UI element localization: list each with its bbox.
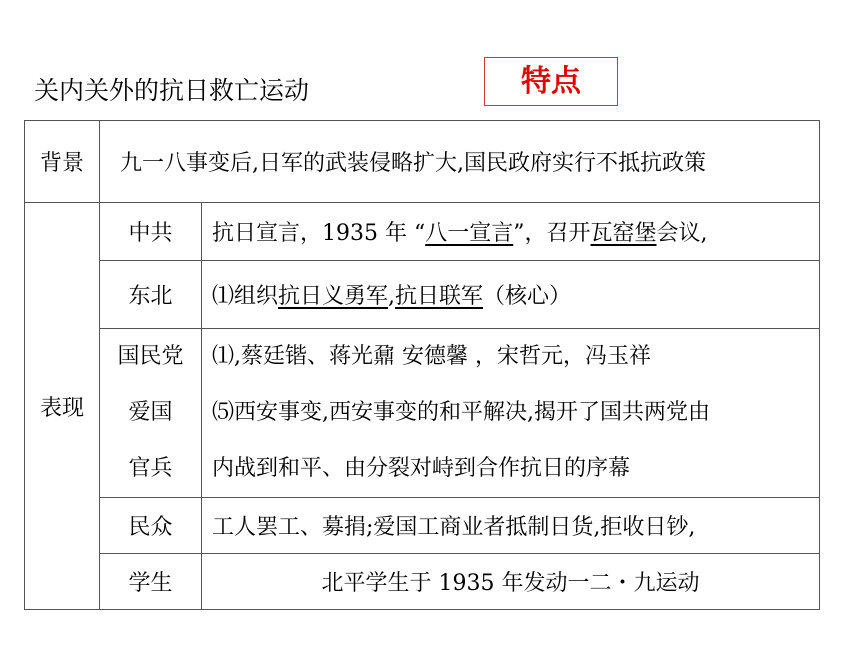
- underlined-term: 抗日联军: [395, 284, 484, 309]
- table-row-background: [25, 121, 820, 203]
- label-line: 官兵: [128, 456, 173, 481]
- page-title: 关内关外的抗日救亡运动: [34, 76, 310, 105]
- background-content: 九一八事变后,日军的武装侵略扩大,国民政府实行不抵抗政策: [100, 121, 820, 203]
- background-label: 背景: [25, 121, 100, 203]
- table-row-zhonggong: [25, 203, 820, 261]
- anti-japanese-table: [24, 120, 820, 610]
- content-line: ⑴,蔡廷锴、蒋光鼐 安德馨 ，宋哲元，冯玉祥: [212, 344, 651, 369]
- row-content-minzhong: 工人罢工、募捐;爱国工商业者抵制日货,拒收日钞,: [202, 498, 820, 554]
- row-label-minzhong: 民众: [100, 498, 202, 554]
- underlined-term: 瓦窑堡: [590, 221, 657, 246]
- row-label-guomindang: [100, 329, 202, 498]
- performance-label: 表现: [25, 203, 100, 610]
- row-label-dongbei: 东北: [100, 261, 202, 329]
- table-row-xuesheng: [25, 554, 820, 610]
- content-line: ⑸西安事变,西安事变的和平解决,揭开了国共两党由: [212, 400, 710, 425]
- label-line: 爱国: [128, 400, 173, 425]
- row-content-zhonggong: [202, 203, 820, 261]
- text-segment: ”，召开: [513, 221, 591, 246]
- table-row-guomindang: [25, 329, 820, 498]
- row-label-zhonggong: 中共: [100, 203, 202, 261]
- text-segment: （核心）: [483, 284, 572, 309]
- table-row-minzhong: [25, 498, 820, 554]
- row-content-dongbei: [202, 261, 820, 329]
- text-segment: ,: [388, 284, 396, 309]
- underlined-term: 八一宣言: [425, 221, 514, 246]
- text-segment: ⑴组织: [212, 284, 279, 309]
- row-label-xuesheng: 学生: [100, 554, 202, 610]
- row-content-xuesheng: 北平学生于 1935 年发动一二・九运动: [202, 554, 820, 610]
- table-row-dongbei: [25, 261, 820, 329]
- text-segment: 抗日宣言，1935 年 “: [212, 221, 426, 246]
- label-line: 国民党: [117, 344, 184, 369]
- content-line: 内战到和平、由分裂对峙到合作抗日的序幕: [212, 456, 631, 481]
- feature-badge: 特点: [484, 57, 618, 106]
- text-segment: 会议,: [656, 221, 708, 246]
- row-content-guomindang: [202, 329, 820, 498]
- underlined-term: 抗日义勇军: [278, 284, 389, 309]
